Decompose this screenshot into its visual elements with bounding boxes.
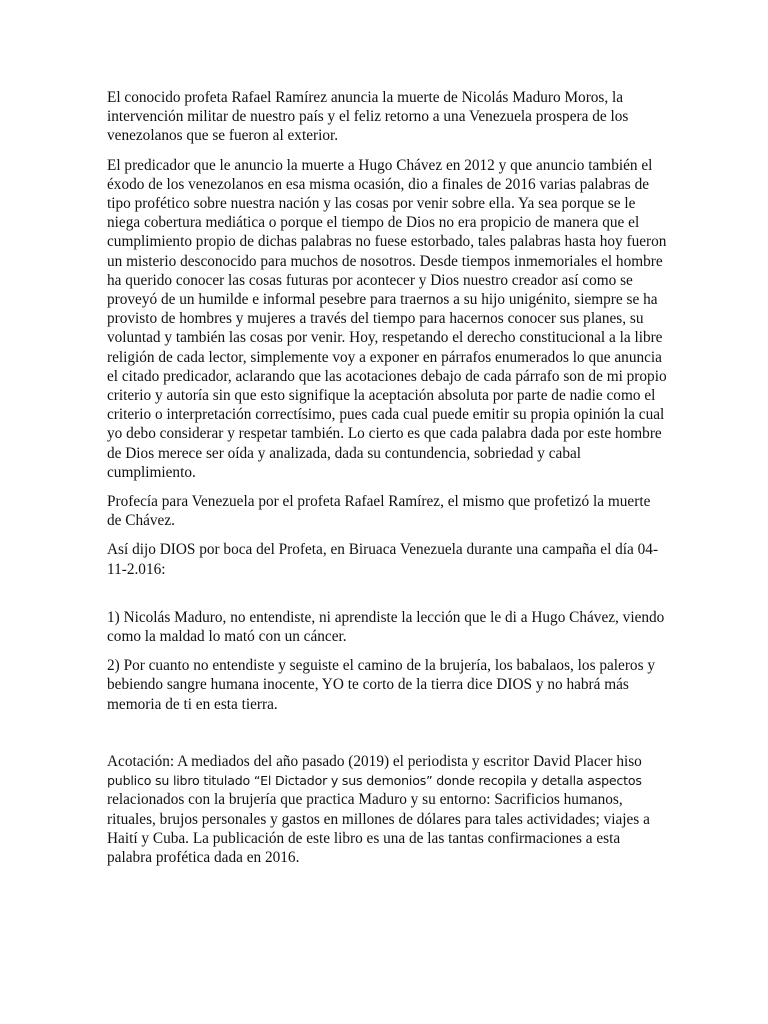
annotation-text-line-2: publico su libro titulado “El Dictador y sus demonios” donde recopila y detalla aspectos xyxy=(107,773,642,789)
paragraph-intro: El conocido profeta Rafael Ramírez anuncia la muerte de Nicolás Maduro Moros, la intervención militar de nuestro país y el feliz retorno a una Venezuela prospera de los venezolanos que se fueron al exterior. xyxy=(107,89,629,145)
blank-line xyxy=(107,589,667,608)
paragraph-prophecy-title: Profecía para Venezuela por el profeta Rafael Ramírez, el mismo que profetizó la muerte de Chávez. xyxy=(107,493,651,530)
paragraph-annotation xyxy=(107,752,667,867)
annotation-text-rest: relacionados con la brujería que practica Maduro y su entorno: Sacrificios humanos, rituales, brujos personales y gastos en millones de dólares para tales actividades; viajes a Haití y Cuba. La publicación de este libro es una de las tantas confirmaciones a esta palabra profética dada en 2016. xyxy=(107,791,650,866)
annotation-text-line-1: Acotación: A mediados del año pasado (2019) el periodista y escritor David Placer hiso xyxy=(107,752,642,770)
paragraph-prophecy-item-1: 1) Nicolás Maduro, no entendiste, ni aprendiste la lección que le di a Hugo Chávez, viendo como la maldad lo mató con un cáncer. xyxy=(107,608,665,646)
document-body xyxy=(107,88,667,877)
paragraph-prophecy-source: Así dijo DIOS por boca del Profeta, en Biruaca Venezuela durante una campaña el día 04-11-2.016: xyxy=(107,541,659,578)
paragraph-prophecy-item-2: 2) Por cuanto no entendiste y seguiste el camino de la brujería, los babalaos, los paleros y bebiendo sangre humana inocente, YO te corto de la tierra dice DIOS y no habrá más memoria de ti en esta tierra. xyxy=(107,657,655,713)
blank-line xyxy=(107,724,667,752)
paragraph-context: El predicador que le anuncio la muerte a Hugo Chávez en 2012 y que anuncio también el éxodo de los venezolanos en esa misma ocasión, dio a finales de 2016 varias palabras de tipo profético sobre nuestra nación y las cosas por venir sobre ella. Ya sea porque se le niega cobertura mediática o porque el tiempo de Dios no era propicio de manera que el cumplimiento propio de dichas palabras no fuese estorbado, tales palabras hasta hoy fueron un misterio desconocido para muchos de nosotros. Desde tiempos inmemoriales el hombre ha querido conocer las cosas futuras por acontecer y Dios nuestro creador así como se proveyó de un humilde e informal pesebre para traernos a su hijo unigénito, siempre se ha provisto de hombres y mujeres a través del tiempo para hacernos conocer sus planes, su voluntad y también las cosas por venir. Hoy, respetando el derecho constitucional a la libre religión de cada lector, simplemente voy a exponer en párrafos enumerados lo que anuncia el citado predicador, aclarando que las acotaciones debajo de cada párrafo son de mi propio criterio y autoría sin que esto signifique la aceptación absoluta por parte de nadie como el criterio o interpretación correctísimo, pues cada cual puede emitir su propia opinión la cual yo debo considerar y respetar también. Lo cierto es que cada palabra dada por este hombre de Dios merece ser oída y analizada, dada su contundencia, sobriedad y cabal cumplimiento. xyxy=(107,156,667,481)
